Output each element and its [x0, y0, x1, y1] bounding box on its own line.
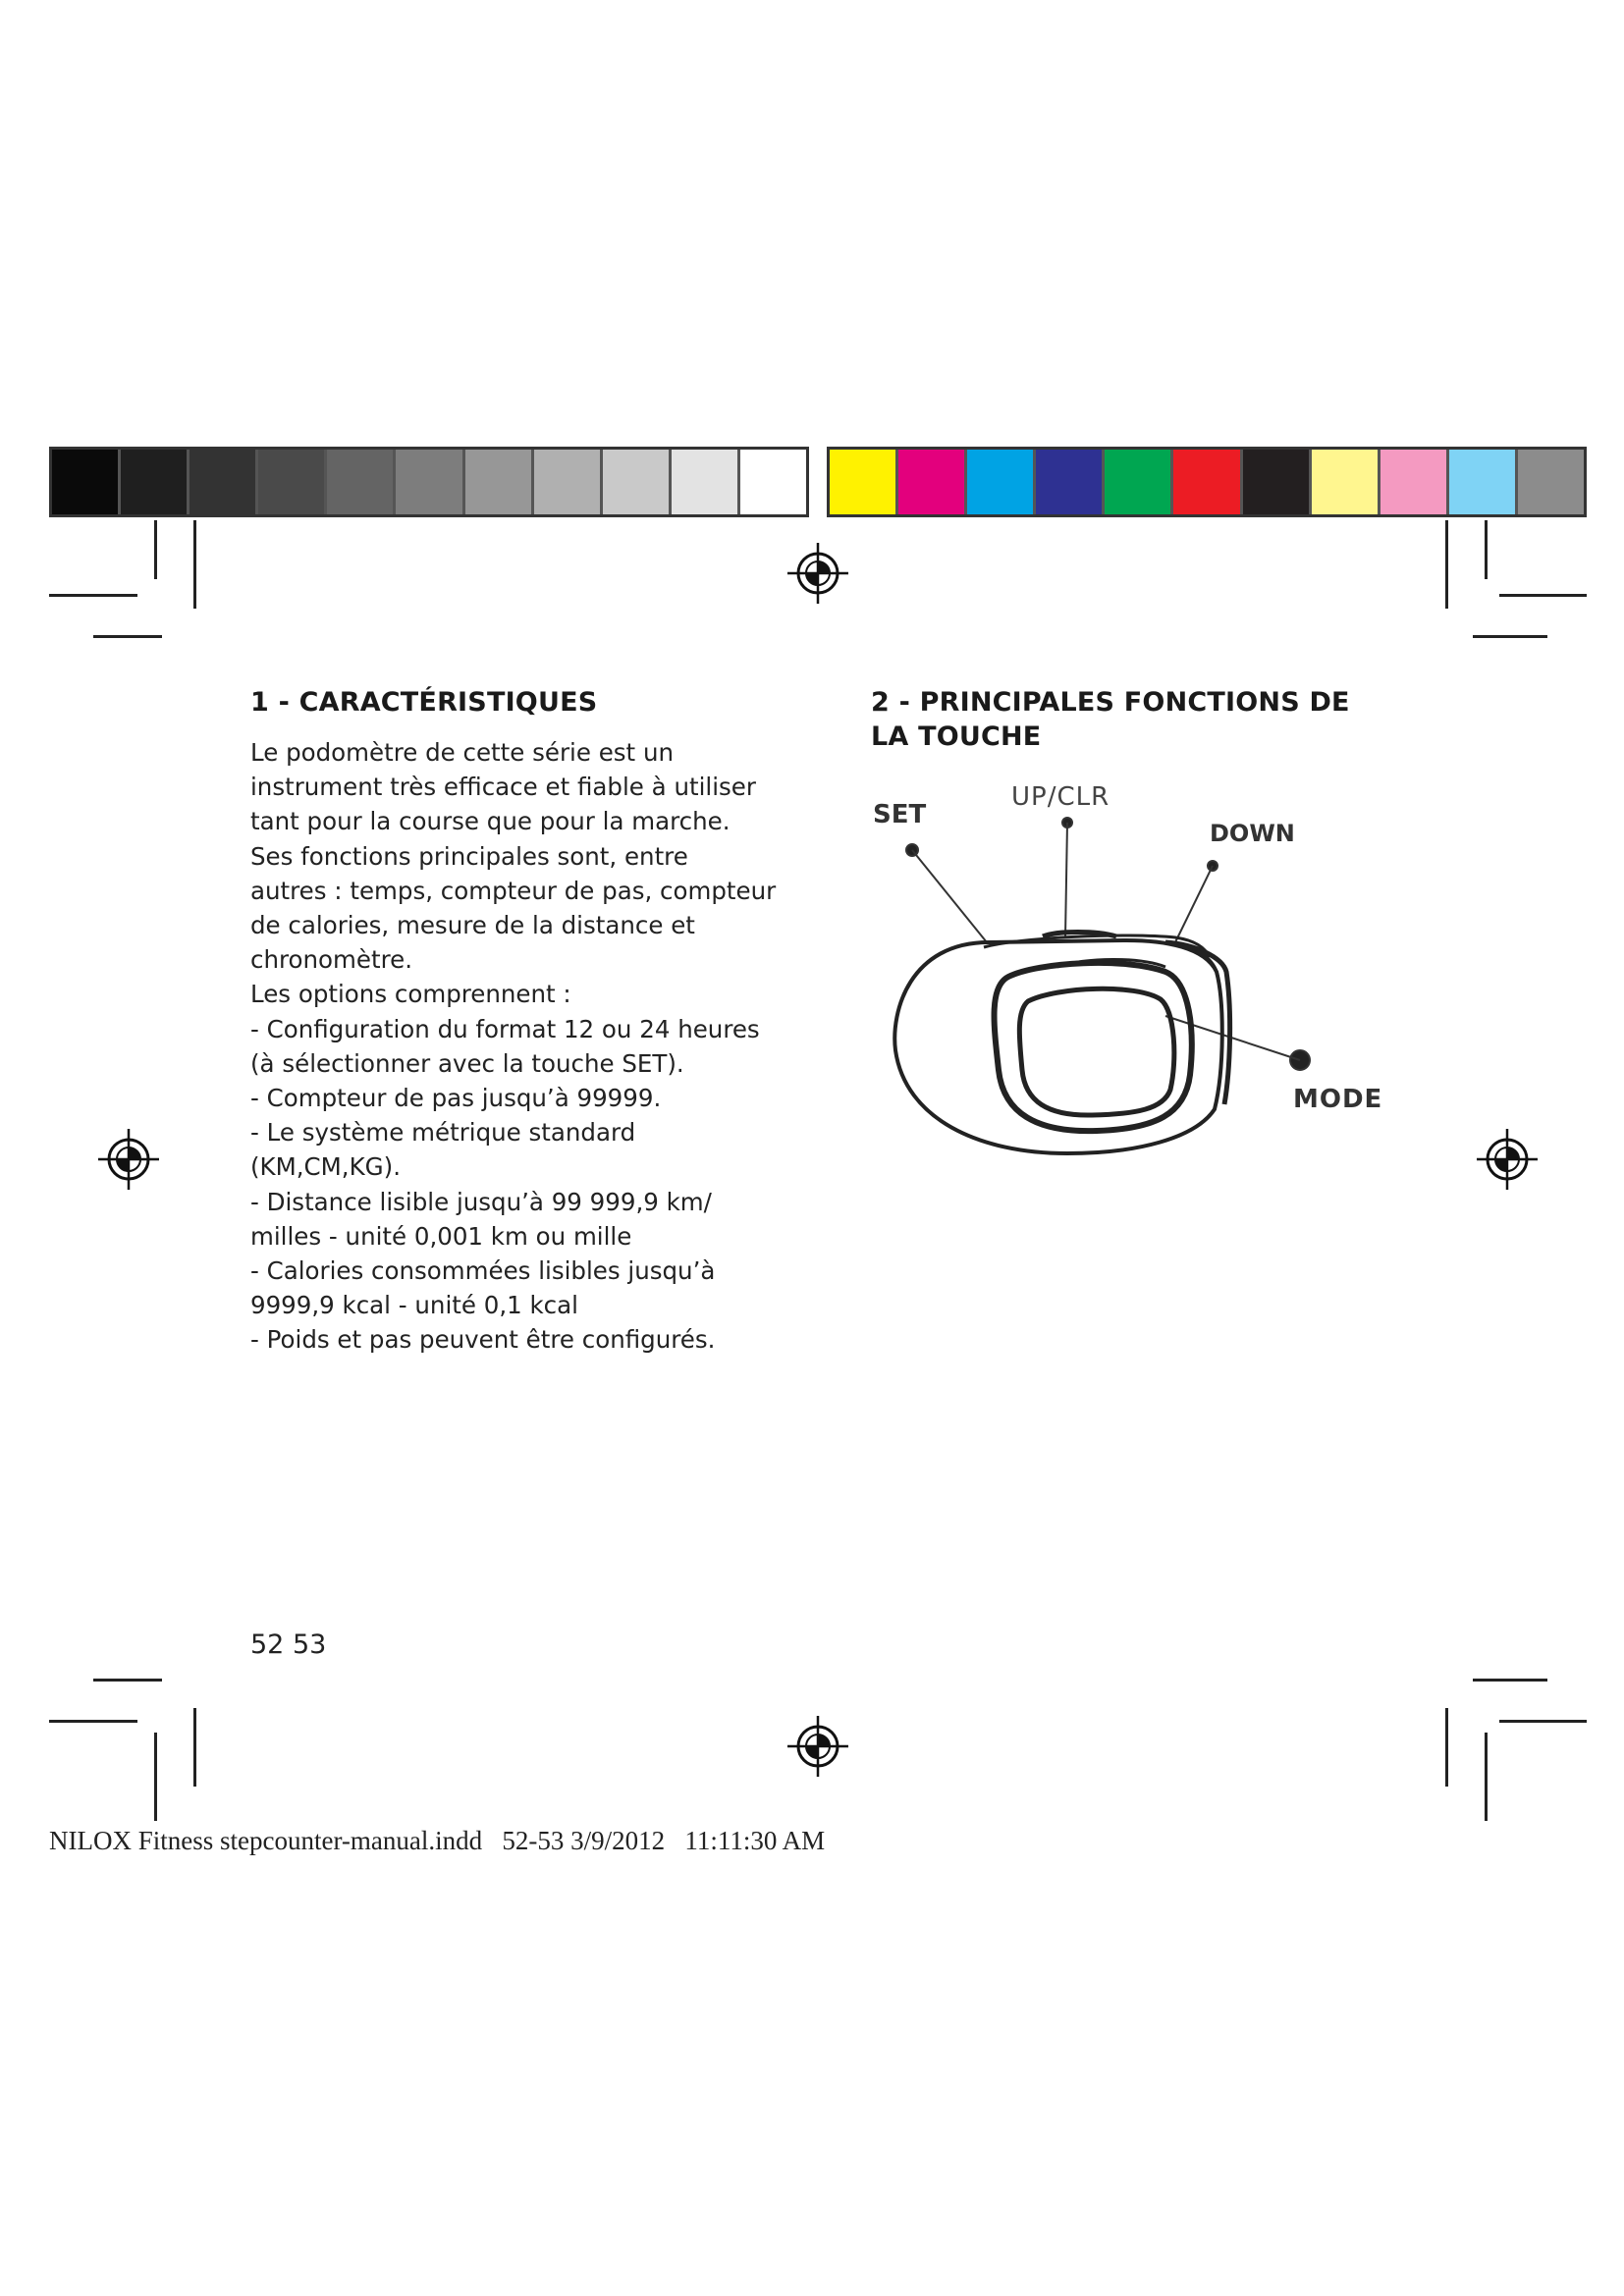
- color-swatch: [534, 450, 603, 514]
- crop-mark: [93, 635, 162, 638]
- color-swatch: [967, 450, 1036, 514]
- crop-mark: [1499, 594, 1587, 597]
- body-line: de calories, mesure de la distance et: [250, 911, 695, 940]
- color-swatch: [740, 450, 806, 514]
- body-line: - Poids et pas peuvent être configurés.: [250, 1325, 716, 1355]
- color-swatch: [396, 450, 464, 514]
- page-numbers: 52 53: [250, 1629, 327, 1660]
- color-swatch: [1312, 450, 1380, 514]
- up-clr-label: UP/CLR: [1011, 782, 1110, 812]
- crop-mark: [193, 1708, 196, 1787]
- body-line: - Distance lisible jusqu’à 99 999,9 km/: [250, 1187, 712, 1216]
- crop-mark: [154, 520, 157, 579]
- crop-mark: [1473, 635, 1547, 638]
- crop-mark: [49, 1720, 137, 1723]
- body-line: - Calories consommées lisibles jusqu’à: [250, 1256, 716, 1286]
- process-color-bar: [827, 447, 1587, 517]
- body-line: autres : temps, compteur de pas, compteur: [250, 876, 777, 905]
- color-swatch: [1173, 450, 1242, 514]
- body-line: - Configuration du format 12 ou 24 heures: [250, 1014, 760, 1043]
- body-line: chronomètre.: [250, 945, 412, 975]
- body-line: - Le système métrique standard: [250, 1118, 636, 1148]
- color-swatch: [1518, 450, 1584, 514]
- color-swatch: [189, 450, 258, 514]
- set-label: SET: [873, 800, 927, 829]
- registration-mark-icon: [98, 1129, 159, 1190]
- body-line: Ses fonctions principales sont, entre: [250, 841, 688, 871]
- color-swatch: [327, 450, 396, 514]
- color-swatch: [1036, 450, 1105, 514]
- pedometer-diagram: [871, 775, 1401, 1168]
- heading-line: 2 - PRINCIPALES FONCTIONS DE: [871, 687, 1350, 718]
- registration-mark-icon: [787, 1716, 848, 1777]
- color-swatch: [258, 450, 327, 514]
- crop-mark: [1473, 1679, 1547, 1682]
- registration-mark-icon: [1477, 1129, 1538, 1190]
- section-heading: [871, 685, 1421, 754]
- crop-mark: [93, 1679, 162, 1682]
- crop-mark: [1445, 520, 1448, 609]
- section-characteristics: [250, 685, 800, 1358]
- body-line: milles - unité 0,001 km ou mille: [250, 1221, 632, 1251]
- body-line: Le podomètre de cette série est un: [250, 738, 674, 767]
- grayscale-color-bar: [49, 447, 809, 517]
- crop-mark: [193, 520, 196, 609]
- body-line: Les options comprennent :: [250, 980, 571, 1009]
- mode-label: MODE: [1293, 1085, 1383, 1114]
- color-swatch: [603, 450, 672, 514]
- color-swatch: [1449, 450, 1518, 514]
- crop-mark: [1445, 1708, 1448, 1787]
- body-line: - Compteur de pas jusqu’à 99999.: [250, 1084, 662, 1113]
- color-swatch: [830, 450, 898, 514]
- body-line: (à sélectionner avec la touche SET).: [250, 1048, 684, 1078]
- color-swatch: [52, 450, 121, 514]
- section-button-functions: [871, 685, 1421, 770]
- color-swatch: [1380, 450, 1449, 514]
- heading-line: LA TOUCHE: [871, 721, 1042, 752]
- crop-mark: [154, 1733, 157, 1821]
- registration-mark-icon: [787, 543, 848, 604]
- crop-mark: [49, 594, 137, 597]
- color-swatch: [465, 450, 534, 514]
- color-swatch: [1105, 450, 1173, 514]
- color-swatch: [672, 450, 740, 514]
- body-line: (KM,CM,KG).: [250, 1152, 401, 1182]
- body-line: 9999,9 kcal - unité 0,1 kcal: [250, 1291, 578, 1320]
- crop-mark: [1485, 1733, 1488, 1821]
- crop-mark: [1499, 1720, 1587, 1723]
- down-label: DOWN: [1210, 820, 1295, 847]
- body-line: tant pour la course que pour la marche.: [250, 807, 731, 836]
- crop-mark: [1485, 520, 1488, 579]
- section-heading: 1 - CARACTÉRISTIQUES: [250, 687, 598, 718]
- color-swatch: [1243, 450, 1312, 514]
- print-slug: NILOX Fitness stepcounter-manual.indd 52-53 3/9/2012 11:11:30 AM: [49, 1826, 826, 1855]
- pedometer-body: [894, 933, 1229, 1154]
- body-line: instrument très efficace et fiable à utiliser: [250, 773, 756, 802]
- section-body: [250, 735, 800, 1358]
- color-swatch: [898, 450, 967, 514]
- color-swatch: [121, 450, 189, 514]
